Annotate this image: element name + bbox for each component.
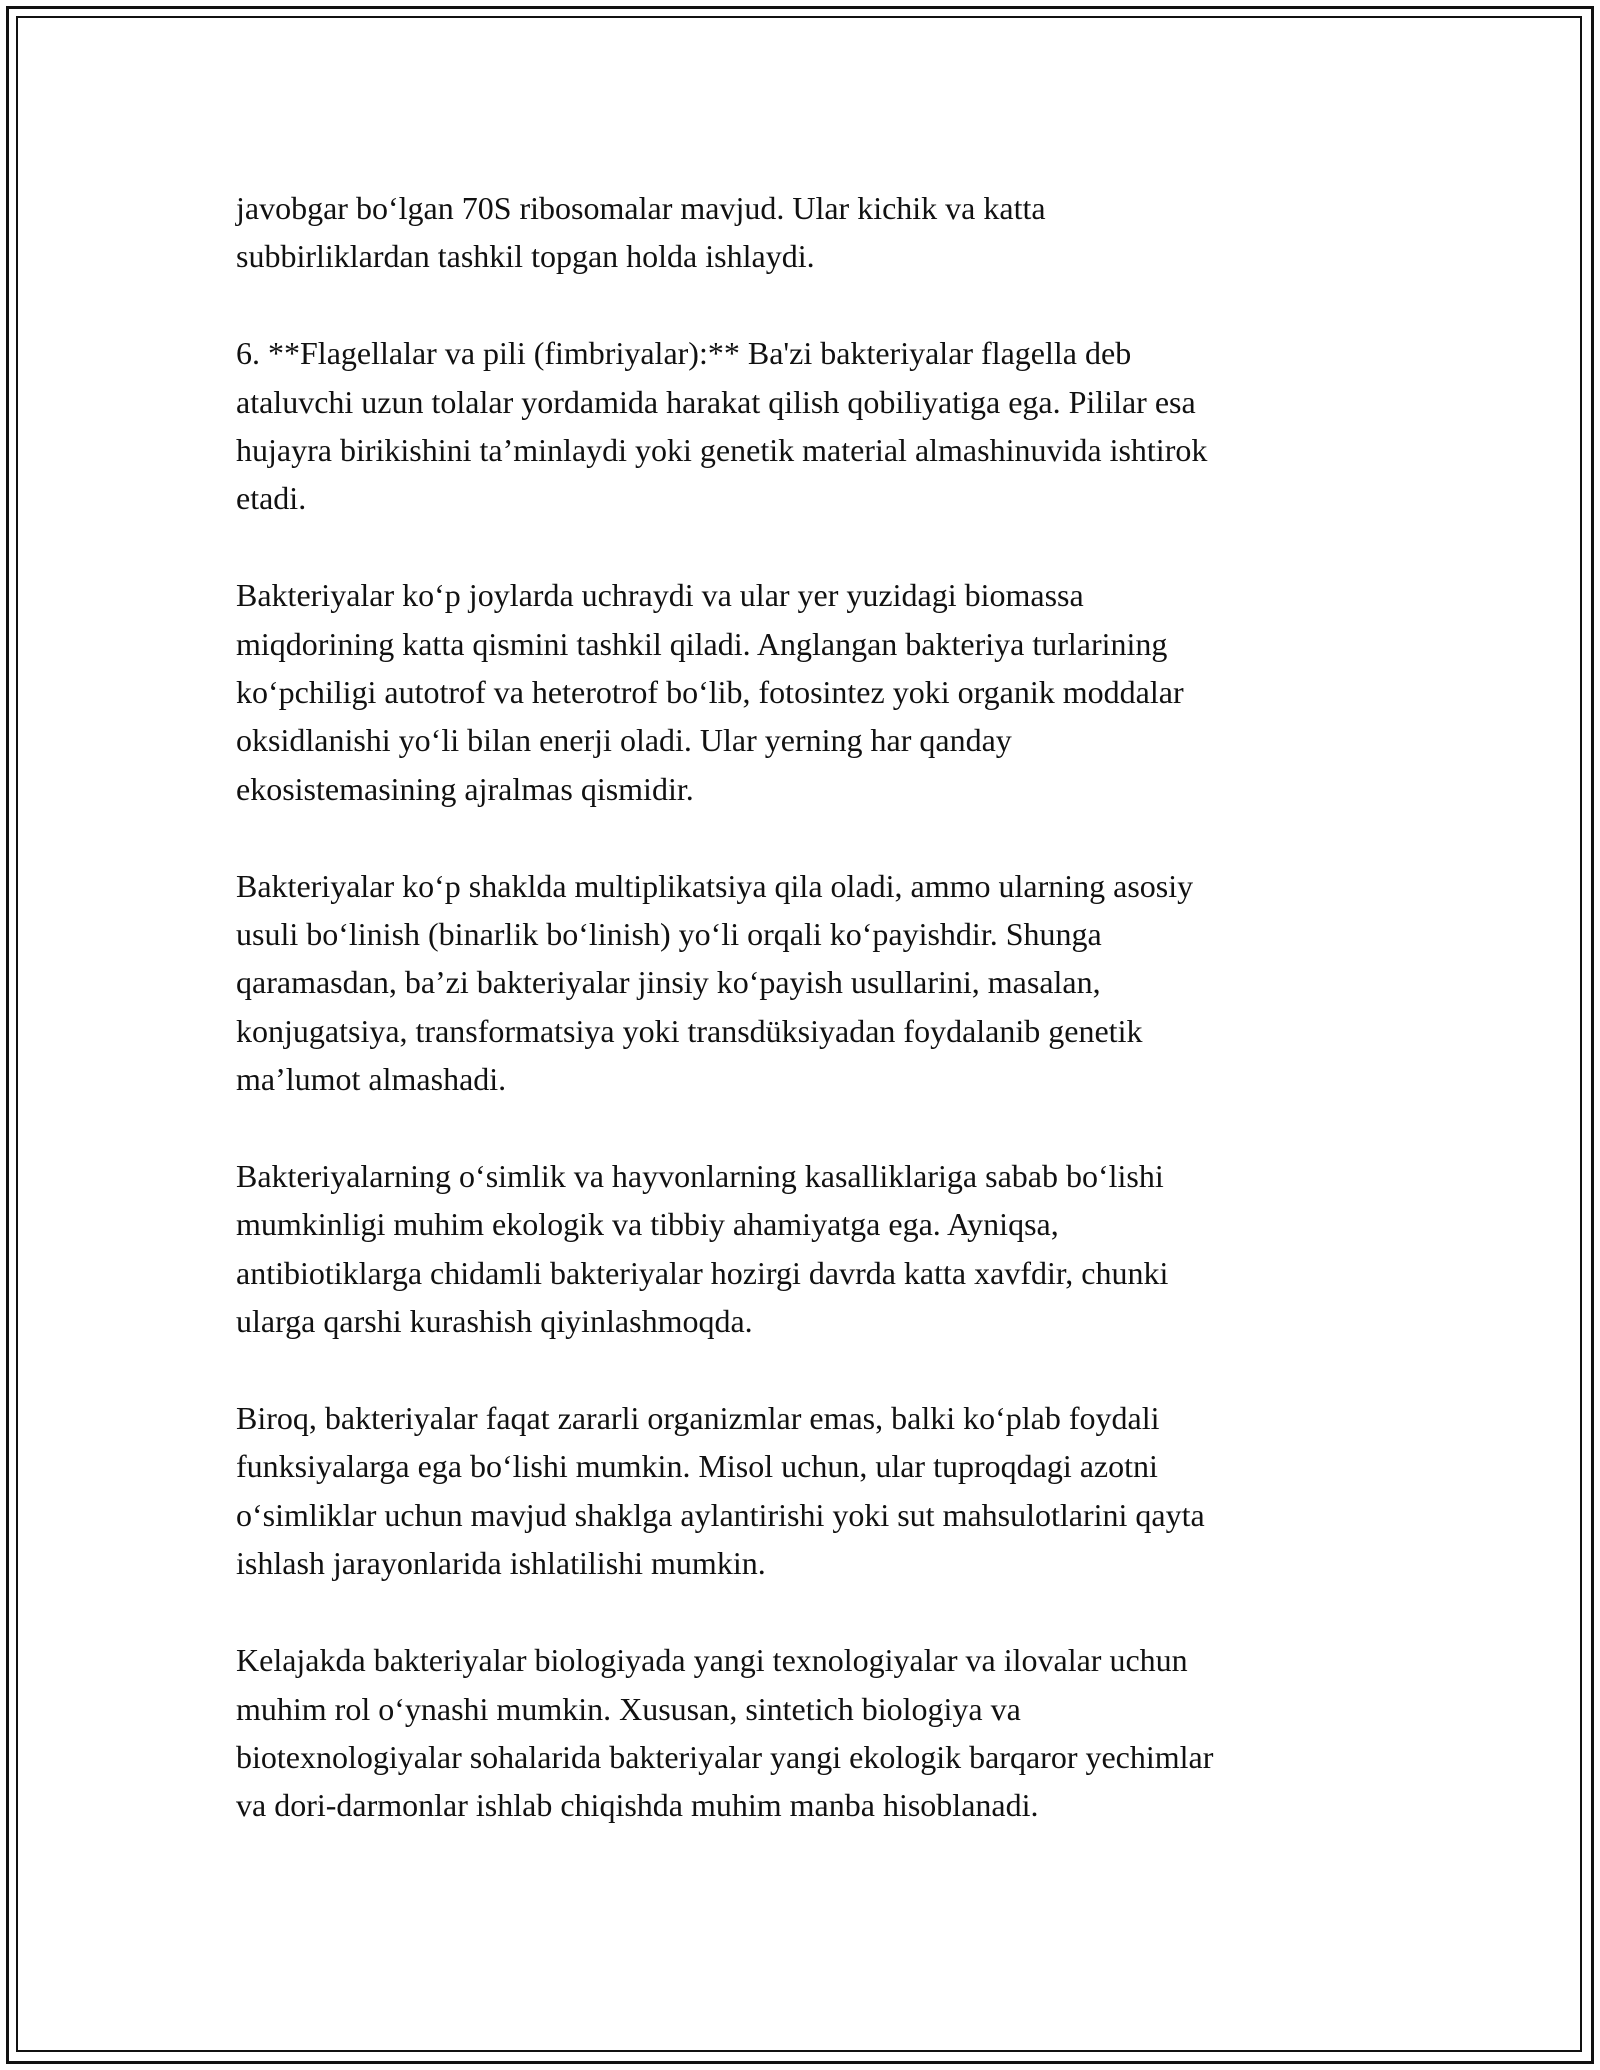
- paragraph-habitat: Bakteriyalar ko‘p joylarda uchraydi va ular yer yuzidagi biomassa miqdorining katta qismini tashkil qiladi. Anglangan bakteriya turlarining ko‘pchiligi autotrof va heterotrof bo‘lib, fotosintez yoki organik moddalar oksidlanishi yo‘li bilan enerji oladi. Ular yerning har qanday ekosistemasining ajralmas qismidir.: [236, 577, 1184, 807]
- paragraph-flagella: 6. **Flagellalar va pili (fimbriyalar):** Ba'zi bakteriyalar flagella deb ataluvchi uzun tolalar yordamida harakat qilish qobiliyatiga ega. Pililar esa hujayra birikishini ta’minlaydi yoki genetik material almashinuvida ishtirok etadi.: [236, 335, 1208, 517]
- document-body: [236, 184, 1376, 1878]
- paragraph-diseases: Bakteriyalarning o‘simlik va hayvonlarning kasalliklariga sabab bo‘lishi mumkinligi muhim ekologik va tibbiy ahamiyatga ega. Ayniqsa, antibiotiklarga chidamli bakteriyalar hozirgi davrda katta xavfdir, chunki ularga qarshi kurashish qiyinlashmoqda.: [236, 1158, 1169, 1340]
- paragraph-future: Kelajakda bakteriyalar biologiyada yangi texnologiyalar va ilovalar uchun muhim rol o‘ynashi mumkin. Xususan, sintetich biologiya va biotexnologiyalar sohalarida bakteriyalar yangi ekologik barqaror yechimlar va dori-darmonlar ishlab chiqishda muhim manba hisoblanadi.: [236, 1642, 1214, 1824]
- paragraph-reproduction: Bakteriyalar ko‘p shaklda multiplikatsiya qila oladi, ammo ularning asosiy usuli bo‘linish (binarlik bo‘linish) yo‘li orqali ko‘payishdir. Shunga qaramasdan, ba’zi bakteriyalar jinsiy ko‘payish usullarini, masalan, konjugatsiya, transformatsiya yoki transdüksiyadan foydalanib genetik ma’lumot almashadi.: [236, 867, 1194, 1098]
- paragraph-ribosomes: javobgar bo‘lgan 70S ribosomalar mavjud. Ular kichik va katta subbirliklardan tashkil topgan holda ishlaydi.: [236, 190, 1046, 275]
- paragraph-benefits: Biroq, bakteriyalar faqat zararli organizmlar emas, balki ko‘plab foydali funksiyalarga ega bo‘lishi mumkin. Misol uchun, ular tuproqdagi azotni o‘simliklar uchun mavjud shaklga aylantirishi yoki sut mahsulotlarini qayta ishlash jarayonlarida ishlatilishi mumkin.: [236, 1400, 1205, 1582]
